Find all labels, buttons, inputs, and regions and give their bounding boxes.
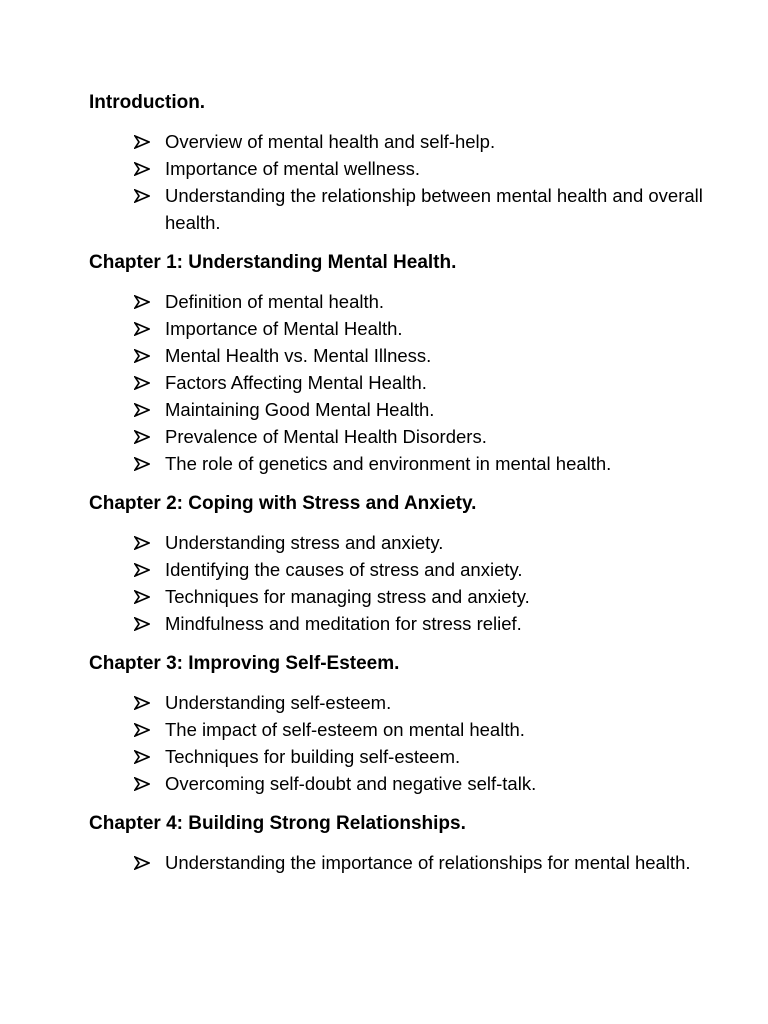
list-item-text: Understanding self-esteem.	[165, 692, 392, 713]
section-heading: Chapter 4: Building Strong Relationships.	[89, 813, 466, 834]
list-item	[89, 583, 709, 610]
arrowhead-bullet-icon	[134, 182, 154, 209]
arrowhead-bullet-icon	[134, 288, 154, 315]
arrowhead-bullet-icon	[134, 342, 154, 369]
document-section	[89, 492, 709, 637]
arrowhead-bullet-icon	[134, 369, 154, 396]
section-heading: Chapter 1: Understanding Mental Health.	[89, 252, 457, 273]
document-section	[89, 652, 709, 797]
arrowhead-bullet-icon	[134, 849, 154, 876]
arrowhead-bullet-icon	[134, 529, 154, 556]
list-item	[89, 155, 709, 182]
bullet-list	[89, 849, 709, 876]
arrowhead-bullet-icon	[134, 716, 154, 743]
list-item	[89, 716, 709, 743]
section-heading: Chapter 2: Coping with Stress and Anxiety.	[89, 493, 477, 514]
list-item-text: Definition of mental health.	[165, 291, 385, 312]
list-item-text: Importance of Mental Health.	[165, 318, 403, 339]
list-item	[89, 743, 709, 770]
list-item-text: Prevalence of Mental Health Disorders.	[165, 426, 487, 447]
arrowhead-bullet-icon	[134, 583, 154, 610]
list-item	[89, 770, 709, 797]
list-item	[89, 128, 709, 155]
arrowhead-bullet-icon	[134, 128, 154, 155]
list-item-text: Mindfulness and meditation for stress relief.	[165, 613, 522, 634]
list-item	[89, 396, 709, 423]
arrowhead-bullet-icon	[134, 155, 154, 182]
list-item-text: Techniques for managing stress and anxiety.	[165, 586, 530, 607]
arrowhead-bullet-icon	[134, 610, 154, 637]
list-item-text: Factors Affecting Mental Health.	[165, 372, 427, 393]
list-item-text: Importance of mental wellness.	[165, 158, 421, 179]
list-item	[89, 610, 709, 637]
list-item-text: Understanding stress and anxiety.	[165, 532, 444, 553]
section-heading: Introduction.	[89, 92, 206, 113]
bullet-list	[89, 288, 709, 477]
document-section	[89, 812, 709, 876]
list-item-text: Overcoming self-doubt and negative self-talk.	[165, 773, 537, 794]
bullet-list	[89, 529, 709, 637]
arrowhead-bullet-icon	[134, 689, 154, 716]
list-item-text: The impact of self-esteem on mental health.	[165, 719, 525, 740]
arrowhead-bullet-icon	[134, 450, 154, 477]
bullet-list	[89, 128, 709, 236]
section-heading: Chapter 3: Improving Self-Esteem.	[89, 653, 400, 674]
list-item-text: Overview of mental health and self-help.	[165, 131, 496, 152]
arrowhead-bullet-icon	[134, 743, 154, 770]
arrowhead-bullet-icon	[134, 423, 154, 450]
list-item	[89, 689, 709, 716]
table-of-contents	[89, 91, 709, 891]
list-item	[89, 315, 709, 342]
list-item	[89, 423, 709, 450]
list-item-text: Mental Health vs. Mental Illness.	[165, 345, 432, 366]
list-item	[89, 450, 709, 477]
list-item	[89, 556, 709, 583]
list-item-text: The role of genetics and environment in mental health.	[165, 453, 612, 474]
bullet-list	[89, 689, 709, 797]
list-item	[89, 369, 709, 396]
list-item-text: Maintaining Good Mental Health.	[165, 399, 435, 420]
arrowhead-bullet-icon	[134, 315, 154, 342]
list-item	[89, 849, 709, 876]
arrowhead-bullet-icon	[134, 770, 154, 797]
list-item	[89, 182, 709, 236]
list-item-text: Understanding the relationship between mental health and overall health.	[165, 185, 703, 233]
arrowhead-bullet-icon	[134, 396, 154, 423]
list-item-text: Techniques for building self-esteem.	[165, 746, 461, 767]
document-section	[89, 91, 709, 236]
document-section	[89, 251, 709, 477]
list-item	[89, 529, 709, 556]
list-item-text: Understanding the importance of relationships for mental health.	[165, 852, 691, 873]
list-item-text: Identifying the causes of stress and anxiety.	[165, 559, 523, 580]
list-item	[89, 342, 709, 369]
list-item	[89, 288, 709, 315]
arrowhead-bullet-icon	[134, 556, 154, 583]
